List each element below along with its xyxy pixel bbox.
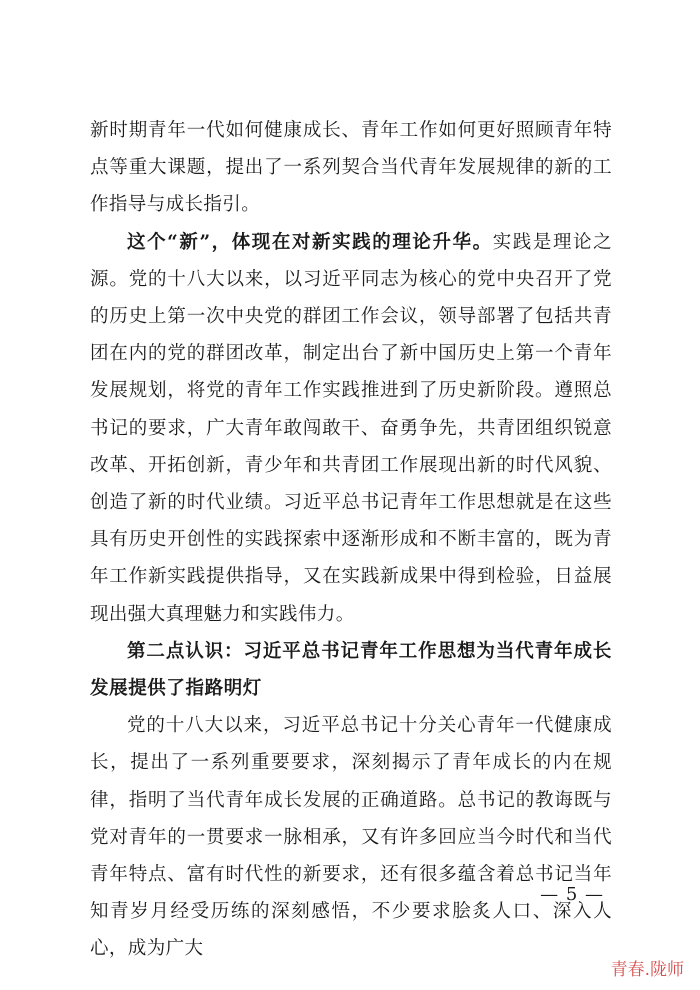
- page-number: — 5 —: [540, 884, 604, 905]
- section-heading: 第二点认识：习近平总书记青年工作思想为当代青年成长发展提供了指路明灯: [90, 640, 612, 700]
- paragraph-lead-sentence: 这个“新”，体现在对新实践的理论升华。: [127, 231, 493, 253]
- paragraph-body-text: 实践是理论之源。党的十八大以来，以习近平同志为核心的党中央召开了党的历史上第一次中央党的群团工作会议，领导部署了包括共青团在内的党的群团改革，制定出台了新中国历史上第一个青年发展规划，将党的青年工作实践推进到了历史新阶段。遵照总书记的要求，广大青年敢闯敢干、奋勇争先，共青团组织锐意改革、开拓创新，青少年和共青团工作展现出新的时代风貌、创造了新的时代业绩。习近平总书记青年工作思想就是在这些具有历史开创性的实践探索中逐渐形成和不断丰富的，既为青年工作新实践提供指导，又在实践新成果中得到检验，日益展现出强大真理魅力和实践伟力。: [90, 231, 612, 625]
- paragraph-after-heading: 党的十八大以来，习近平总书记十分关心青年一代健康成长，提出了一系列重要要求，深刻揭示了青年成长的内在规律，指明了当代青年成长发展的正确道路。总书记的教诲既与党对青年的一贯要求一脉相承，又有许多回应当今时代和当代青年特点、富有时代性的新要求，还有很多蕴含着总书记当年知青岁月经受历练的深刻感悟，不少要求脍炙人口、深入人心，成为广大: [90, 715, 612, 960]
- watermark-logo-text: 青春.陇师: [610, 960, 684, 980]
- document-body: [90, 112, 612, 968]
- paragraph-continuation: 新时期青年一代如何健康成长、青年工作如何更好照顾青年特点等重大课题，提出了一系列契合当代青年发展规律的新的工作指导与成长指引。: [90, 120, 612, 216]
- paragraph-new-practice: [90, 224, 612, 633]
